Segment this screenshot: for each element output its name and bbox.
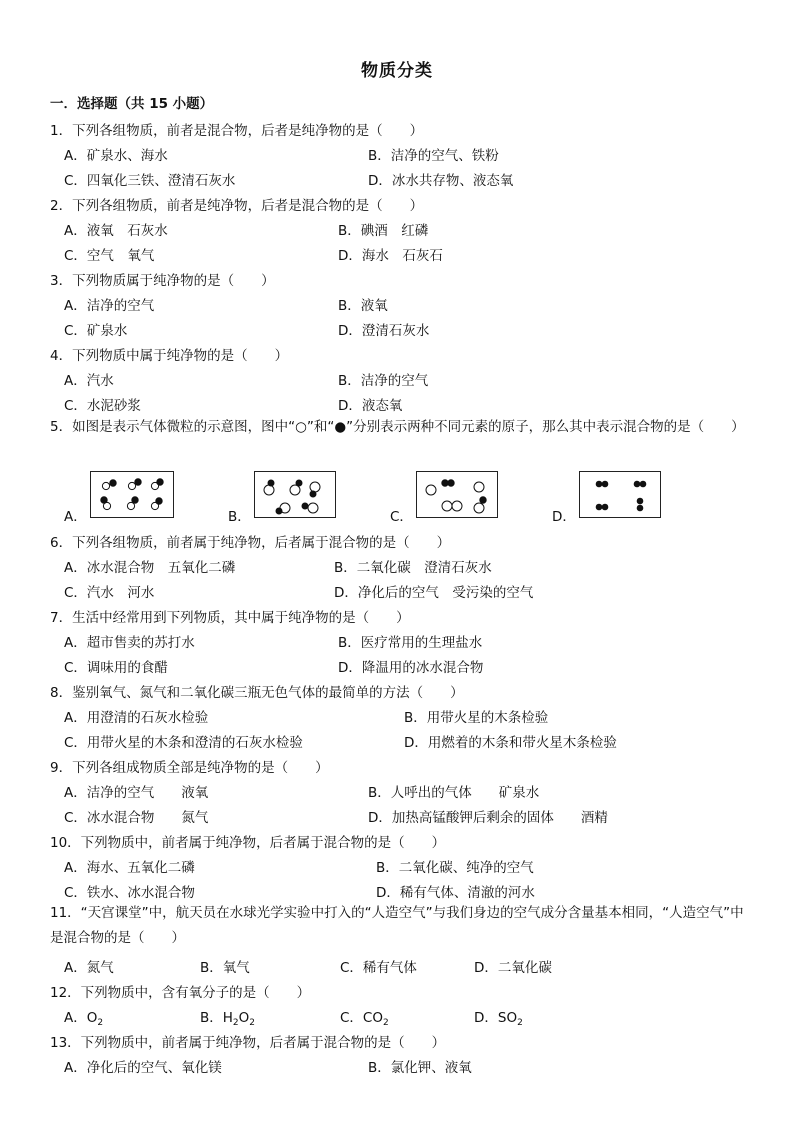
question-3-option-d[interactable]: D．澄清石灰水 xyxy=(338,323,430,339)
question-1-option-a[interactable]: A．矿泉水、海水 xyxy=(64,148,168,164)
question-1-option-b[interactable]: B．洁净的空气、铁粉 xyxy=(368,148,499,164)
question-5-option-a[interactable]: A． xyxy=(64,509,87,525)
question-12-stem: 12．下列物质中，含有氧分子的是（ ） xyxy=(50,985,311,1001)
question-11-option-a[interactable]: A．氮气 xyxy=(64,960,114,976)
question-4-option-a[interactable]: A．汽水 xyxy=(64,373,114,389)
question-9-option-a[interactable]: A．洁净的空气 液氧 xyxy=(64,785,209,801)
question-6-option-a[interactable]: A．冰水混合物 五氧化二磷 xyxy=(64,560,236,576)
question-8-option-a[interactable]: A．用澄清的石灰水检验 xyxy=(64,710,209,726)
question-4-option-c[interactable]: C．水泥砂浆 xyxy=(64,398,141,414)
question-10-option-b[interactable]: B．二氧化碳、纯净的空气 xyxy=(376,860,534,876)
question-3-option-a[interactable]: A．洁净的空气 xyxy=(64,298,155,314)
question-1-option-d[interactable]: D．冰水共存物、液态氧 xyxy=(368,173,514,189)
question-1-option-c[interactable]: C．四氧化三铁、澄清石灰水 xyxy=(64,173,236,189)
particle-diagram-d xyxy=(579,471,661,518)
question-5-option-d[interactable]: D． xyxy=(552,509,576,525)
question-5-stem: 5．如图是表示气体微粒的示意图，图中“○”和“●”分别表示两种不同元素的原子，那么其中表示混合物的是（ ） xyxy=(50,419,745,435)
question-4-option-d[interactable]: D．液态氧 xyxy=(338,398,403,414)
question-12-option-d[interactable]: D．$SO_2$ xyxy=(474,1010,523,1028)
question-8-option-b[interactable]: B．用带火星的木条检验 xyxy=(404,710,549,726)
question-4-stem: 4．下列物质中属于纯净物的是（ ） xyxy=(50,348,289,364)
question-10-option-a[interactable]: A．海水、五氧化二磷 xyxy=(64,860,195,876)
question-6-option-b[interactable]: B．二氧化碳 澄清石灰水 xyxy=(334,560,492,576)
question-3-stem: 3．下列物质属于纯净物的是（ ） xyxy=(50,273,275,289)
question-11-option-d[interactable]: D．二氧化碳 xyxy=(474,960,552,976)
question-5-option-b[interactable]: B． xyxy=(228,509,251,525)
section-heading: 一．选择题（共 15 小题） xyxy=(50,96,214,112)
question-12-option-b[interactable]: B．$H_2O_2$ xyxy=(200,1010,256,1028)
question-8-option-d[interactable]: D．用燃着的木条和带火星木条检验 xyxy=(404,735,617,751)
question-13-option-a[interactable]: A．净化后的空气、氧化镁 xyxy=(64,1060,222,1076)
question-13-stem: 13．下列物质中，前者属于纯净物，后者属于混合物的是（ ） xyxy=(50,1035,446,1051)
question-2-option-c[interactable]: C．空气 氧气 xyxy=(64,248,155,264)
question-2-option-b[interactable]: B．碘酒 红磷 xyxy=(338,223,429,239)
question-10-option-c[interactable]: C．铁水、冰水混合物 xyxy=(64,885,195,901)
question-3-option-c[interactable]: C．矿泉水 xyxy=(64,323,128,339)
question-13-option-b[interactable]: B．氯化钾、液氧 xyxy=(368,1060,472,1076)
question-11-option-c[interactable]: C．稀有气体 xyxy=(340,960,417,976)
question-2-stem: 2．下列各组物质，前者是纯净物，后者是混合物的是（ ） xyxy=(50,198,424,214)
question-11-stem: 11．“天宫课堂”中，航天员在水球光学实验中打入的“人造空气”与我们身边的空气成分含量基本相同，“人造空气”中是混合物的是（ ） xyxy=(50,905,744,946)
particle-diagram-b xyxy=(254,471,336,518)
question-12-option-c[interactable]: C．$CO_2$ xyxy=(340,1010,389,1028)
question-1-stem: 1．下列各组物质，前者是混合物，后者是纯净物的是（ ） xyxy=(50,123,424,139)
particle-diagram-c xyxy=(416,471,498,518)
question-9-option-b[interactable]: B．人呼出的气体 矿泉水 xyxy=(368,785,540,801)
question-3-option-b[interactable]: B．液氧 xyxy=(338,298,388,314)
question-9-option-c[interactable]: C．冰水混合物 氮气 xyxy=(64,810,209,826)
question-2-option-d[interactable]: D．海水 石灰石 xyxy=(338,248,443,264)
question-12-option-a[interactable]: A．$O_2$ xyxy=(64,1010,104,1028)
question-7-option-a[interactable]: A．超市售卖的苏打水 xyxy=(64,635,195,651)
question-10-option-d[interactable]: D．稀有气体、清澈的河水 xyxy=(376,885,535,901)
question-7-option-c[interactable]: C．调味用的食醋 xyxy=(64,660,168,676)
question-8-stem: 8．鉴别氧气、氮气和二氧化碳三瓶无色气体的最简单的方法（ ） xyxy=(50,685,464,701)
question-10-stem: 10．下列物质中，前者属于纯净物，后者属于混合物的是（ ） xyxy=(50,835,446,851)
question-8-option-c[interactable]: C．用带火星的木条和澄清的石灰水检验 xyxy=(64,735,303,751)
question-7-stem: 7．生活中经常用到下列物质，其中属于纯净物的是（ ） xyxy=(50,610,410,626)
question-9-stem: 9．下列各组成物质全部是纯净物的是（ ） xyxy=(50,760,329,776)
question-7-option-b[interactable]: B．医疗常用的生理盐水 xyxy=(338,635,483,651)
question-5-option-c[interactable]: C． xyxy=(390,509,413,525)
question-11-option-b[interactable]: B．氧气 xyxy=(200,960,250,976)
question-7-option-d[interactable]: D．降温用的冰水混合物 xyxy=(338,660,484,676)
particle-diagram-a xyxy=(90,471,174,518)
question-4-option-b[interactable]: B．洁净的空气 xyxy=(338,373,429,389)
question-2-option-a[interactable]: A．液氧 石灰水 xyxy=(64,223,168,239)
page-title: 物质分类 xyxy=(361,61,433,81)
question-6-option-d[interactable]: D．净化后的空气 受污染的空气 xyxy=(334,585,534,601)
question-6-stem: 6．下列各组物质，前者属于纯净物，后者属于混合物的是（ ） xyxy=(50,535,451,551)
question-9-option-d[interactable]: D．加热高锰酸钾后剩余的固体 酒精 xyxy=(368,810,608,826)
question-6-option-c[interactable]: C．汽水 河水 xyxy=(64,585,155,601)
